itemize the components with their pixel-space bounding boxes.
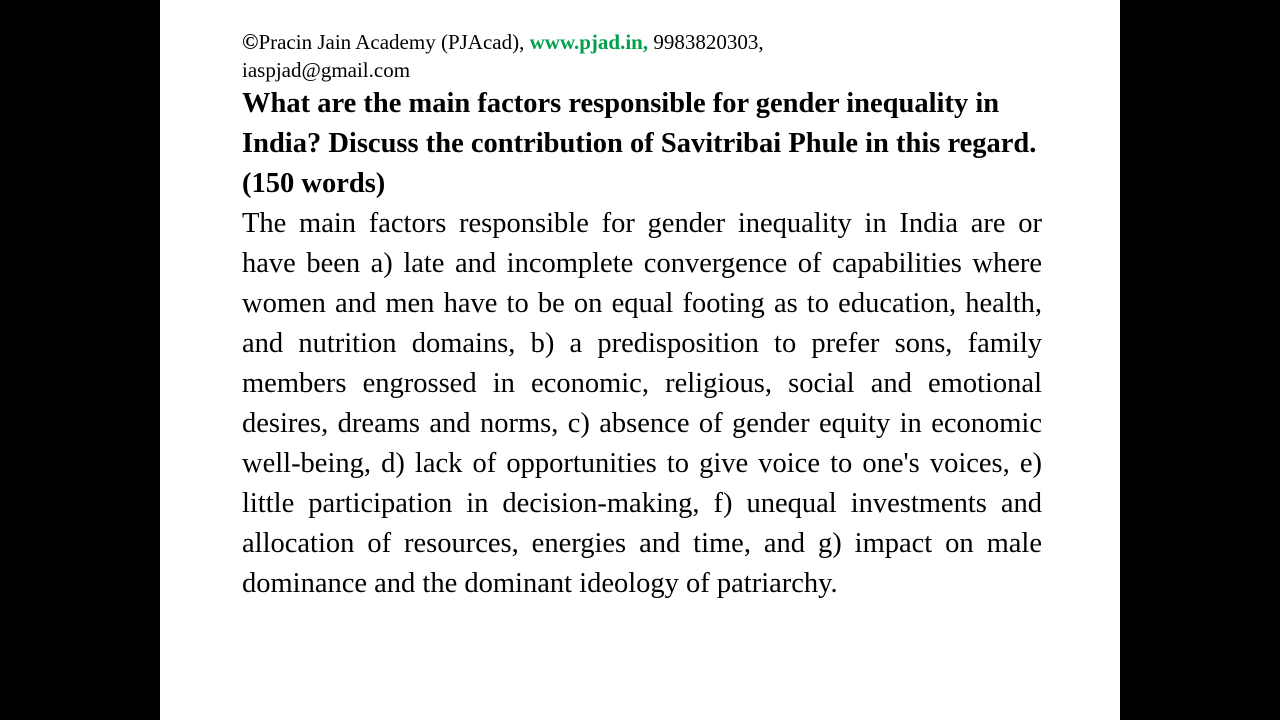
- slide-page: [160, 0, 1120, 720]
- answer-paragraph: The main factors responsible for gender inequality in India are or have been a) late and incomplete convergence of capabilities where women and men have to be on equal footing as to education, health, and nutrition domains, b) a predisposition to prefer sons, family members engrossed in economic, religious, social and emotional desires, dreams and norms, c) absence of gender equity in economic well-being, d) lack of opportunities to give voice to one's voices, e) little participation in decision-making, f) unequal investments and allocation of resources, energies and time, and g) impact on male dominance and the dominant ideology of patriarchy.: [242, 208, 1042, 599]
- org-name: Pracin Jain Academy (PJAcad),: [258, 30, 530, 54]
- copyright-icon: ©: [242, 29, 259, 54]
- email-address: iaspjad@gmail.com: [242, 58, 411, 82]
- slide-content: [242, 28, 1042, 604]
- website-link[interactable]: www.pjad.in,: [529, 30, 649, 54]
- question-heading: What are the main factors responsible for gender inequality in India? Discuss the contribution of Savitribai Phule in this regard. (150 words): [242, 88, 1037, 199]
- phone-number: 9983820303,: [648, 30, 764, 54]
- header-contact: [242, 28, 1042, 84]
